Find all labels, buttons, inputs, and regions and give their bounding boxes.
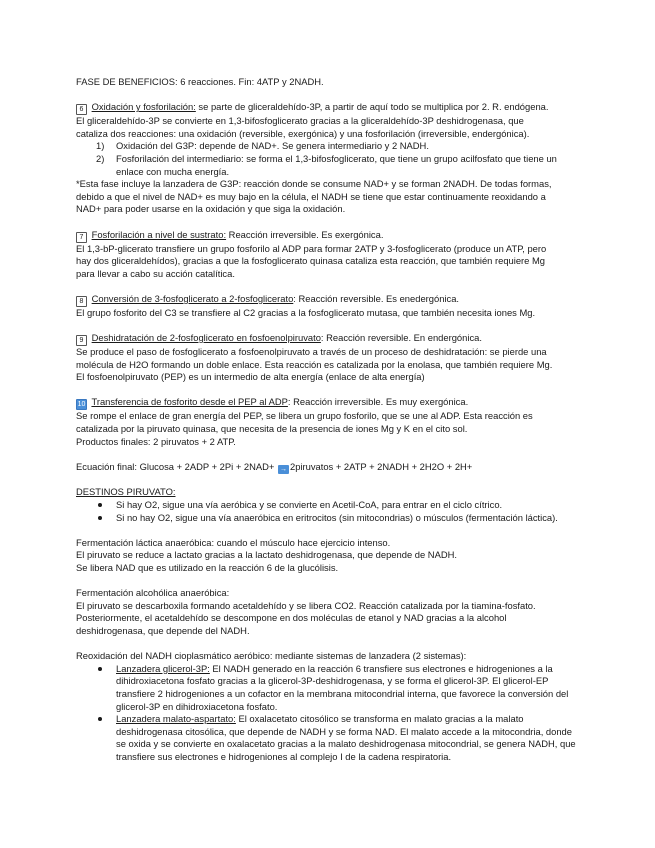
paragraph-line: El fosfoenolpiruvato (PEP) es un intermedio de alta energía (enlace de alta energía) [76,371,425,383]
paragraph-line: El piruvato se descarboxila formando acetaldehído y se libera CO2. Reacción catalizada por la tiamina-fosfato. [76,599,536,611]
note-line: *Esta fase incluye la lanzadera de G3P: reacción donde se consume NAD+ y se forman 2NADH. De todas formas, [76,178,552,190]
paragraph-line: deshidrogenasa, que depende del NADH. [76,624,250,636]
paragraph-line: Se rompe el enlace de gran energía del PEP, se libera un grupo fosforilo, que se une al ADP. Esta reacción es [76,410,533,422]
note-line: debido a que el nivel de NAD+ es muy bajo en la célula, el NADH se tiene que estar continuamente reoxidando a [76,190,546,202]
destinos-title: DESTINOS PIRUVATO: [76,486,176,498]
reaction-6 [76,101,576,216]
list-item [76,663,576,713]
reaction-9-title: Deshidratación de 2-fosfoglicerato en fosfoenolpiruvato [91,332,321,344]
equation-left: Ecuación final: Glucosa + 2ADP + 2Pi + 2NAD+ [76,460,277,472]
destinos-piruvato [76,486,576,524]
paragraph-line: Productos finales: 2 piruvatos + 2 ATP. [76,435,236,447]
reaction-7-title: Fosforilación a nivel de sustrato: [91,228,227,240]
list-item [76,153,576,178]
reaction-6-title-rest: se parte de gliceraldehído-3P, a partir de aquí todo se multiplica por 2. R. endógena. [195,101,549,113]
number-9-icon: 9 [76,335,87,346]
list-item: Si hay O2, sigue una vía aeróbica y se convierte en Acetil-CoA, para entrar en el ciclo cítrico. [76,499,576,512]
reaction-9-heading [76,332,576,346]
list-item [76,713,576,763]
paragraph-line: El piruvato se reduce a lactato gracias a la lactato deshidrogenasa, que depende de NADH. [76,549,457,561]
document-content [76,76,576,764]
reaction-10-title-rest: : Reacción irreversible. Es muy exergónica. [287,396,469,408]
lanzadera-title: Lanzadera glicerol-3P: [116,662,210,674]
paragraph-line: Se produce el paso de fosfoglicerato a fosfoenolpiruvato a través de un proceso de deshidratación: se pierde una [76,346,547,358]
paragraph-line: El gliceraldehído-3P se convierte en 1,3-bifosfoglicerato gracias a la gliceraldehído-3P deshidrogenasa, que [76,115,524,127]
final-equation [76,461,576,474]
destinos-list [76,499,576,524]
reaction-8-title-rest: : Reacción reversible. Es enedergónica. [293,292,460,304]
lanzadera-text: El NADH generado en la reacción 6 transfiere sus electrones e hidrogeniones a la dihidroxiacetona fosfato gracias a la glicerol-3P-deshidrogenasa, y se forma el glicerol-3P. El glicerol-EP transfiere 2 hidrogeniones a un cofactor en la membrana mitocondrial interna, que favorece la conversión del glicerol-3P en dihidroxiacetona fosfato. [116,662,569,712]
paragraph-line: Fermentación alcohólica anaeróbica: [76,587,230,599]
paragraph-line: El grupo fosforito del C3 se transfiere al C2 gracias a la fosfoglicerato mutasa, que también necesita iones Mg. [76,306,536,318]
reaction-8 [76,293,576,320]
note-line: NAD+ para poder usarse en la oxidación y que siga la oxidación. [76,203,346,215]
reaction-7-title-rest: Reacción irreversible. Es exergónica. [226,228,384,240]
reaction-10 [76,396,576,448]
paragraph-line: Posteriormente, el acetaldehído se descompone en dos moléculas de etanol y NAD gracias a la alcohol [76,612,507,624]
list-marker: 1) [96,140,105,152]
equation-right: 2piruvatos + 2ATP + 2NADH + 2H2O + 2H+ [289,460,473,472]
reoxidacion-nadh [76,650,576,763]
lanzadera-title: Lanzadera malato-aspartato: [116,713,236,725]
paragraph-line: para llevar a cabo su acción catalítica. [76,267,235,279]
right-arrow-icon: → [279,465,287,473]
list-text: Oxidación del G3P: depende de NAD+. Se genera intermediario y 2 NADH. [116,140,429,152]
reaction-10-heading [76,396,576,410]
paragraph-line: catalizada por la piruvato quinasa, que necesita de la presencia de iones Mg y K en el cito sol. [76,423,468,435]
reaction-6-heading [76,101,576,115]
reaction-7-heading [76,229,576,243]
number-8-icon: 8 [76,296,87,307]
list-item [76,140,576,153]
reaction-9 [76,332,576,384]
number-7-icon: 7 [76,232,87,243]
paragraph-line: molécula de H2O formando un doble enlace. Esta reacción es catalizada por la enolasa, que también requiere Mg. [76,358,553,370]
paragraph-line: Fermentación láctica anaeróbica: cuando el músculo hace ejercicio intenso. [76,536,391,548]
reaction-10-title: Transferencia de fosforito desde el PEP al ADP [91,396,288,408]
reaction-7 [76,229,576,281]
reaction-8-heading [76,293,576,307]
paragraph-line: El 1,3-bP-glicerato transfiere un grupo fosforilo al ADP para formar 2ATP y 3-fosfoglicerato (produce un ATP, pero [76,242,547,254]
lanzaderas-list [76,663,576,764]
fermentacion-alcoholica [76,587,576,637]
lanzadera-text: El oxalacetato citosólico se transforma en malato gracias a la malato deshidrogenasa citosólica, que depende de NADH y se forma NAD. El malato accede a la mitocondria, donde se oxida y se convierte en oxalacetato gracias a la malato deshidrogenasa mitocondrial, se genera NADH, que transfiere sus electrones e hidrogeniones al complejo I de la cadena respiratoria. [116,713,576,762]
paragraph-line: cataliza dos reacciones: una oxidación (reversible, exergónica) y una fosforilación (irreversible, endergónica). [76,127,530,139]
reoxidacion-intro: Reoxidación del NADH cioplasmático aeróbico: mediante sistemas de lanzadera (2 sistemas): [76,650,467,662]
list-item: Si no hay O2, sigue una vía anaeróbica en eritrocitos (sin mitocondrias) o músculos (fermentación láctica). [76,512,576,525]
reaction-9-title-rest: : Reacción reversible. En endergónica. [320,332,482,344]
number-6-icon: 6 [76,104,87,115]
number-10-icon: 10 [77,401,86,409]
list-marker: 2) [96,152,105,164]
list-text: Fosforilación del intermediario: se forma el 1,3-bifosfoglicerato, que tiene un grupo acilfosfato que tiene un enlace con mucha energía. [116,152,557,177]
reaction-8-title: Conversión de 3-fosfoglicerato a 2-fosfoglicerato [91,292,294,304]
paragraph-line: Se libera NAD que es utilizado en la reacción 6 de la glucólisis. [76,562,339,573]
fermentacion-lactica [76,537,576,575]
reaction-6-title: Oxidación y fosforilación: [91,101,196,113]
section-header: FASE DE BENEFICIOS: 6 reacciones. Fin: 4ATP y 2NADH. [76,76,324,87]
reaction-6-steps [76,140,576,178]
paragraph-line: hay dos gliceraldehídos), gracias a que la fosfoglicerato quinasa cataliza esta reacción, que también requiere Mg [76,255,546,267]
